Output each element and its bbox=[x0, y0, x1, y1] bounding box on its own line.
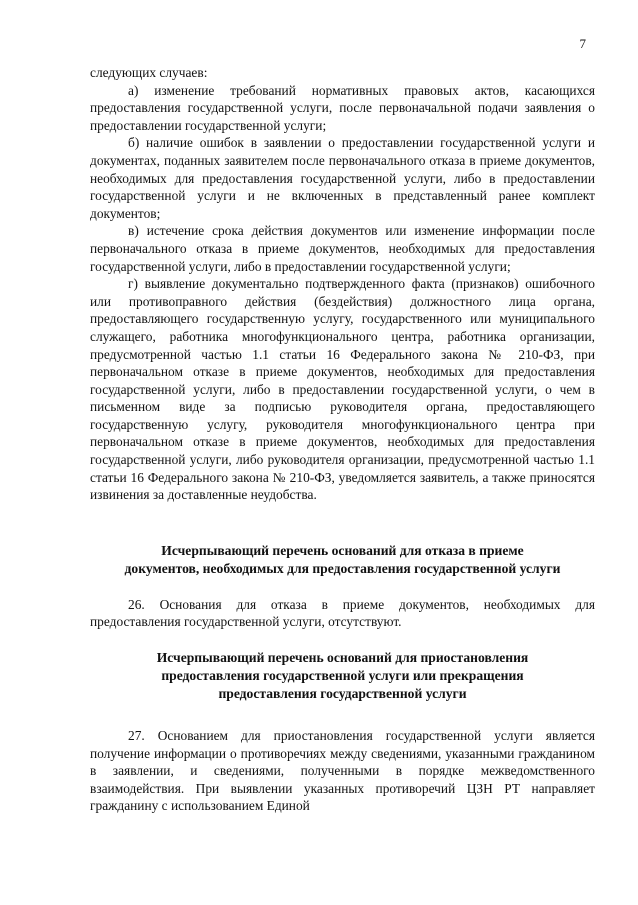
section-heading-line: предоставления государственной услуги или прекращения bbox=[161, 668, 524, 684]
section-heading-line: предоставления государственной услуги bbox=[218, 686, 467, 702]
section-heading-line: Исчерпывающий перечень оснований для отказа в приеме bbox=[161, 542, 524, 558]
list-item-g: г) выявление документально подтвержденного факта (признаков) ошибочного или противоправного действия (бездействия) должностного лица органа, предоставляющего государственную услугу, государственного или муниципального служащего, работника многофункционального центра, работника организации, предусмотренной частью 1.1 статьи 16 Федерального закона № 210-ФЗ, при первоначальном отказе в приеме документов, необходимых для предоставления государственной услуги, либо в предоставлении государственной услуги, о чем в письменном виде за подписью руководителя органа, предоставляющего государственную услугу, руководителя многофункционального центра при первоначальном отказе в приеме документов, необходимых для предоставления государственной услуги, либо руководителя организации, предусмотренной частью 1.1 статьи 16 Федерального закона № 210-ФЗ, уведомляется заявитель, а также приносятся извинения за доставленные неудобства. bbox=[90, 276, 595, 503]
paragraph-26: 26. Основания для отказа в приеме документов, необходимых для предоставления государственной услуги, отсутствуют. bbox=[90, 596, 595, 630]
page-number: 7 bbox=[579, 36, 586, 51]
document-body bbox=[90, 64, 595, 815]
section-heading-suspension bbox=[90, 649, 595, 703]
list-item-b: б) наличие ошибок в заявлении о предоставлении государственной услуги и документах, поданных заявителем после первоначального отказа в приеме документов, необходимых для предоставления государственной услуги, либо в предоставлении государственной услуги и не включенных в представленный ранее комплект документов; bbox=[90, 135, 595, 221]
spacer bbox=[90, 703, 595, 727]
list-item-a: а) изменение требований нормативных правовых актов, касающихся предоставления государственной услуги, после первоначальной подачи заявления о предоставлении государственной услуги; bbox=[90, 82, 595, 133]
section-heading-line: Исчерпывающий перечень оснований для приостановления bbox=[156, 650, 529, 666]
spacer bbox=[90, 578, 595, 596]
intro-line: следующих случаев: bbox=[90, 65, 208, 80]
spacer bbox=[90, 631, 595, 649]
paragraph-27: 27. Основанием для приостановления государственной услуги является получение информации о противоречиях между сведениями, указанными гражданином в заявлении, и сведениями, полученными в порядке межведомственного взаимодействия. При выявлении указанных противоречий ЦЗН РТ направляет гражданину с использованием Единой bbox=[90, 728, 595, 814]
spacer bbox=[90, 504, 595, 542]
list-item-v: в) истечение срока действия документов или изменение информации после первоначального отказа в приеме документов, необходимых для предоставления государственной услуги, либо в предоставлении государственной услуги; bbox=[90, 223, 595, 274]
section-heading-line: документов, необходимых для предоставления государственной услуги bbox=[124, 560, 561, 576]
section-heading-refusal bbox=[90, 542, 595, 578]
